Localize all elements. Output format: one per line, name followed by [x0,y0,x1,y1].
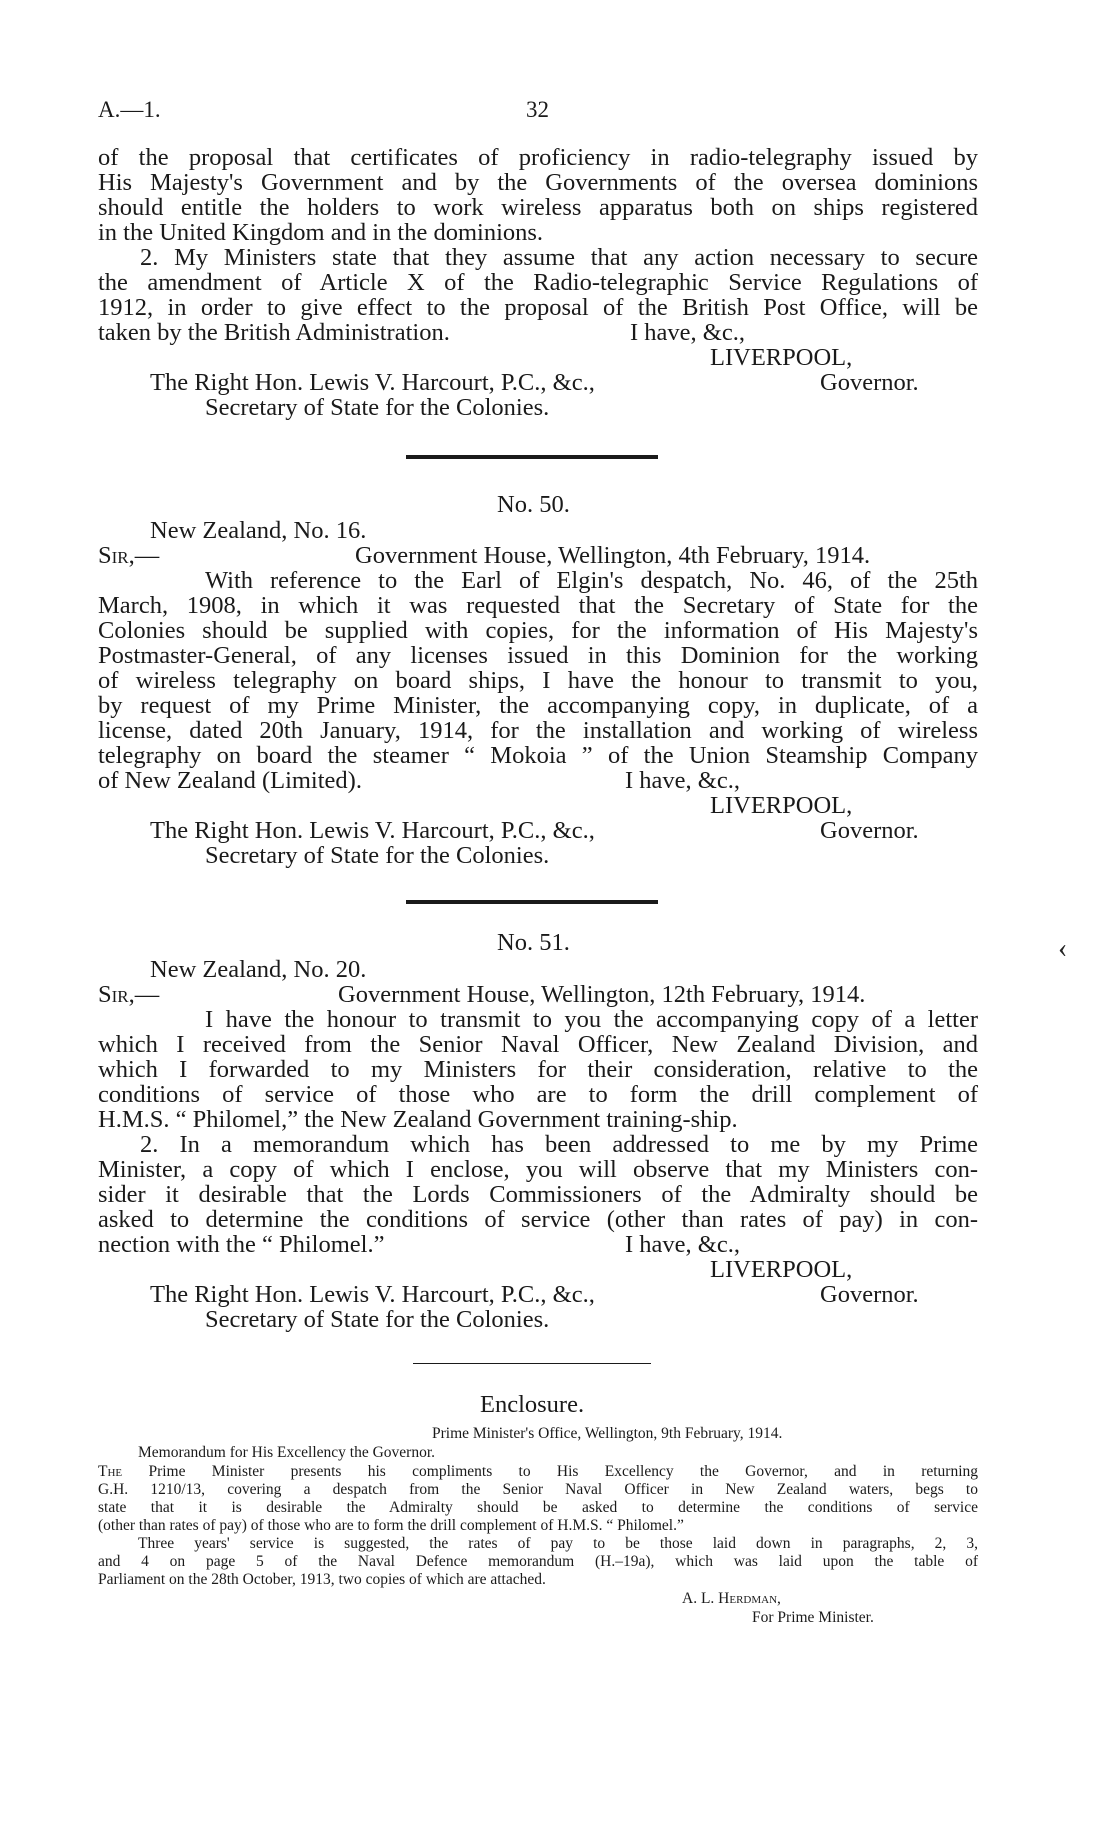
salutation: Sir,— [98,981,160,1008]
text-line: asked to determine the conditions of service (other than rates of pay) in con- [98,1206,978,1233]
text-line: 1912, in order to give effect to the proposal of the British Post Office, will be [98,294,978,321]
text-line [98,1463,978,1480]
text-line: and 4 on page 5 of the Naval Defence memorandum (H.–19a), which was laid upon the table of [98,1553,978,1570]
text-line: With reference to the Earl of Elgin's despatch, No. 46, of the 25th [205,567,978,594]
section-divider [413,1363,651,1364]
text-line: I have the honour to transmit to you the accompanying copy of a letter [205,1006,978,1033]
addressee-line: The Right Hon. Lewis V. Harcourt, P.C., &c., [150,817,595,844]
addressee-line: Secretary of State for the Colonies. [205,1306,550,1333]
signature-title: Governor. [820,817,919,844]
text-line: in the United Kingdom and in the dominions. [98,219,544,246]
despatch-heading: No. 51. [497,929,570,956]
location-date: Government House, Wellington, 12th February, 1914. [338,981,866,1008]
addressee-line: Secretary of State for the Colonies. [205,394,550,421]
text-line: sider it desirable that the Lords Commissioners of the Admiralty should be [98,1181,978,1208]
text-line: His Majesty's Government and by the Governments of the oversea dominions [98,169,978,196]
margin-tick-icon: ‹ [1058,933,1068,964]
text-line: of New Zealand (Limited). [98,767,362,794]
signer-name: A. L. Herdman, [682,1590,781,1607]
text-line: conditions of service of those who are to form the drill complement of [98,1081,978,1108]
closing: I have, &c., [630,319,745,346]
text-line: G.H. 1210/13, covering a despatch from the Senior Naval Officer in New Zealand waters, begs to [98,1481,978,1498]
memo-addressee: Memorandum for His Excellency the Governor. [138,1444,435,1461]
text-line: should entitle the holders to work wireless apparatus both on ships registered [98,194,978,221]
section-divider [406,900,658,904]
office-date: Prime Minister's Office, Wellington, 9th February, 1914. [432,1425,783,1442]
addressee-line: The Right Hon. Lewis V. Harcourt, P.C., &c., [150,369,595,396]
text-line: Postmaster-General, of any licenses issued in this Dominion for the working [98,642,978,669]
lead-word: The [98,1463,123,1480]
closing: I have, &c., [625,767,740,794]
signature-title: Governor. [820,369,919,396]
despatch-reference: New Zealand, No. 20. [150,956,367,983]
text-line: the amendment of Article X of the Radio-telegraphic Service Regulations of [98,269,978,296]
location-date: Government House, Wellington, 4th February, 1914. [355,542,871,569]
text-line: H.M.S. “ Philomel,” the New Zealand Government training-ship. [98,1106,738,1133]
signature: LIVERPOOL, [710,792,853,819]
text-line: Minister, a copy of which I enclose, you will observe that my Ministers con- [98,1156,978,1183]
signature: LIVERPOOL, [710,344,853,371]
text-line: Colonies should be supplied with copies, for the information of His Majesty's [98,617,978,644]
signature: LIVERPOOL, [710,1256,853,1283]
despatch-reference: New Zealand, No. 16. [150,517,367,544]
text-line: nection with the “ Philomel.” [98,1231,385,1258]
text-line: of the proposal that certificates of proficiency in radio-telegraphy issued by [98,144,978,171]
text-line: 2. My Ministers state that they assume that any action necessary to secure [140,244,978,271]
text-line: which I forwarded to my Ministers for their consideration, relative to the [98,1056,978,1083]
signature-title: Governor. [820,1281,919,1308]
text-span: Prime Minister presents his compliments to His Excellency the Governor, and in returning [148,1463,979,1480]
text-line: (other than rates of pay) of those who are to form the drill complement of H.M.S. “ Philomel.” [98,1517,684,1534]
text-line: taken by the British Administration. [98,319,450,346]
text-line: license, dated 20th January, 1914, for the installation and working of wireless [98,717,978,744]
text-line: telegraphy on board the steamer “ Mokoia ” of the Union Steamship Company [98,742,978,769]
section-divider [406,455,658,459]
text-line: 2. In a memorandum which has been addressed to me by my Prime [140,1131,978,1158]
addressee-line: Secretary of State for the Colonies. [205,842,550,869]
text-line: Three years' service is suggested, the rates of pay to be those laid down in paragraphs, 2, 3, [138,1535,978,1552]
text-line: state that it is desirable the Admiralty should be asked to determine the conditions of service [98,1499,978,1516]
text-line: Parliament on the 28th October, 1913, two copies of which are attached. [98,1571,546,1588]
text-line: which I received from the Senior Naval Officer, New Zealand Division, and [98,1031,978,1058]
text-line: March, 1908, in which it was requested that the Secretary of State for the [98,592,978,619]
closing: I have, &c., [625,1231,740,1258]
salutation: Sir,— [98,542,160,569]
addressee-line: The Right Hon. Lewis V. Harcourt, P.C., &c., [150,1281,595,1308]
enclosure-heading: Enclosure. [480,1391,585,1418]
text-line: of wireless telegraphy on board ships, I have the honour to transmit to you, [98,667,978,694]
page-number: 32 [526,97,549,122]
signer-title: For Prime Minister. [752,1609,874,1626]
section-label: A.—1. [98,97,161,122]
text-line: by request of my Prime Minister, the accompanying copy, in duplicate, of a [98,692,978,719]
despatch-heading: No. 50. [497,491,570,518]
